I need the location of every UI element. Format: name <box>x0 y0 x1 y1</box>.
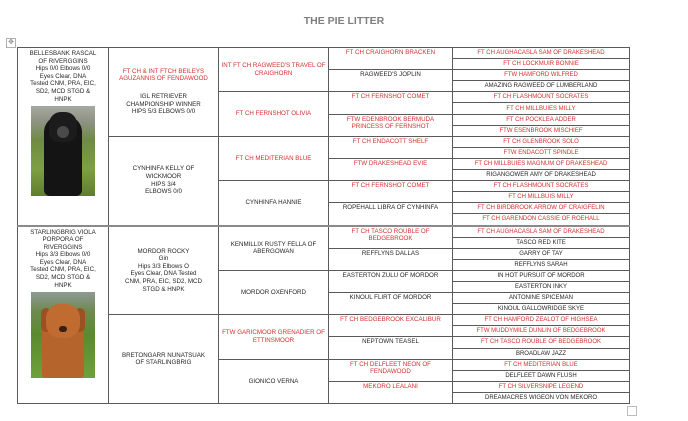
parent-cell <box>109 226 219 315</box>
detail-line: Tested CNM, PRA, EIC, <box>30 266 96 274</box>
name-line: BRETONGARR NUNATSUAK <box>122 351 205 359</box>
grandparent-cell: GIONICO VERNA <box>219 359 329 403</box>
name-line: WICKMOOR <box>145 173 182 181</box>
note-line: CHAMPIONSHIP WINNER <box>126 100 201 108</box>
great-great-grandparent-cell: FT CH HAMFORD ZEALOT OF HIGHSEA <box>453 315 630 326</box>
sire-name <box>20 50 106 65</box>
great-great-grandparent-cell: FT CH AUGHACASLA SAM OF DRAKESHEAD <box>453 226 630 238</box>
grandparent-cell: FTW GARICMOOR GRENADIER OF ETTINSMOOR <box>219 315 329 359</box>
pedigree-row <box>18 315 630 326</box>
great-great-grandparent-cell: KINOUL GALLOWRIDGE SKYE <box>453 304 630 315</box>
great-great-grandparent-cell: FT CH FLASHMOUNT SOCRATES <box>453 181 630 192</box>
great-great-grandparent-cell: FTW HAMFORD WILFRED <box>453 70 630 81</box>
note-line: IGL RETRIEVER <box>140 93 187 101</box>
dam-health-details <box>20 251 106 289</box>
great-great-grandparent-cell: DELFLEET DAWN FLUSH <box>453 370 630 381</box>
great-great-grandparent-cell: FT CH MILLBUIES MAGNUM OF DRAKESHEAD <box>453 158 630 169</box>
black-labrador-photo <box>31 106 95 196</box>
great-grandparent-cell: FT CH CRAIGHORN BRACKEN <box>329 48 453 70</box>
document-title: THE PIE LITTER <box>303 15 385 27</box>
great-great-grandparent-cell: FT CH TASCO ROUBLE OF BEDGEBROOK <box>453 337 630 348</box>
parent-cell <box>109 315 219 404</box>
parent-name: FT CH & INT FTCH BEILEYS AGUZANNIS OF FENDAWOOD <box>119 67 208 83</box>
name-line: STARLINGBRIG VIOLA <box>30 228 96 236</box>
name-line: Eyes Clear, DNA Tested <box>130 270 197 278</box>
parent-name <box>111 165 216 195</box>
table-move-handle-icon[interactable]: ✥ <box>6 38 16 48</box>
grandparent-cell: KENMILLIX RUSTY FELLA OF ABERGOWAN <box>219 226 329 271</box>
name-line: CYNHINFA KELLY OF <box>132 165 195 173</box>
great-great-grandparent-cell: FTW MUDDYMILE DUNLIN OF BEDGEBROOK <box>453 326 630 337</box>
name-line: Hips 3/3 Elbows O <box>138 262 189 270</box>
great-grandparent-cell: ROPEHALL LIBRA OF CYNHINFA <box>329 203 453 226</box>
great-great-grandparent-cell: BROADLAW JAZZ <box>453 348 630 359</box>
detail-line: Eyes Clear, DNA <box>39 258 87 266</box>
great-grandparent-cell: REFFLYNS DALLAS <box>329 248 453 270</box>
fox-red-labrador-photo <box>31 292 95 378</box>
pedigree-row <box>18 48 630 59</box>
detail-line: Eyes Clear, DNA <box>39 72 87 80</box>
great-great-grandparent-cell: FT CH LOCKMUIR BONNIE <box>453 59 630 70</box>
great-great-grandparent-cell: TASCO RED KITE <box>453 237 630 248</box>
great-grandparent-cell: EASTERTON ZULU OF MORDOR <box>329 270 453 292</box>
name-line: BELLESBANK RASCAL <box>29 50 97 57</box>
great-great-grandparent-cell: FT CH MEDITERIAN BLUE <box>453 359 630 370</box>
great-great-grandparent-cell: REFFLYNS SARAH <box>453 259 630 270</box>
great-great-grandparent-cell: RIGANGOWER AMY OF DRAKESHEAD <box>453 170 630 181</box>
table-resize-handle[interactable] <box>627 406 637 416</box>
great-grandparent-cell: FT CH DELFLEET NEON OF FENDAWOOD <box>329 359 453 381</box>
great-great-grandparent-cell: FT CH MILLBUIES MILLY <box>453 103 630 114</box>
note-line: HIPS 5/3 ELBOWS 0/0 <box>131 108 196 116</box>
name-line: CNM, PRA, EIC, SD2, MCD <box>124 277 202 285</box>
name-line: STGD & HNPK <box>142 285 185 293</box>
great-great-grandparent-cell: FT CH POCKLEA ADDER <box>453 114 630 125</box>
parent-notes <box>111 93 216 116</box>
great-great-grandparent-cell: FT CH MILLBUIS MILLY <box>453 192 630 203</box>
dam-cell <box>18 226 109 404</box>
great-grandparent-cell: MEKORO LEALANI <box>329 381 453 403</box>
pedigree-body <box>18 48 630 404</box>
great-great-grandparent-cell: AMAZING RAGWEED OF LUMBERLAND <box>453 81 630 92</box>
name-line: ELBOWS 0/0 <box>145 188 182 196</box>
great-grandparent-cell: FT CH TASCO ROUBLE OF BEDGEBROOK <box>329 226 453 249</box>
great-great-grandparent-cell: FT CH BIRDBROOK ARROW OF CRAIGFELIN <box>453 203 630 214</box>
great-great-grandparent-cell: FTW ENDACOTT SPINDLE <box>453 147 630 158</box>
great-grandparent-cell: FTW EDENBROOK BERMUDA PRINCESS OF FERNSHOT <box>329 114 453 136</box>
detail-line: SD2, MCD STGD & <box>35 87 91 95</box>
name-line: RIVERGGINS <box>43 243 83 251</box>
great-great-grandparent-cell: EASTERTON INKY <box>453 281 630 292</box>
detail-line: HNPK <box>54 281 72 289</box>
grandparent-cell: CYNHINFA HANNIE <box>219 181 329 226</box>
great-grandparent-cell: FTW DRAKESHEAD EVIE <box>329 158 453 180</box>
great-great-grandparent-cell: DREAMACRES WIGEON VON MEKORO <box>453 392 630 403</box>
grandparent-cell: MORDOR OXENFORD <box>219 270 329 314</box>
great-great-grandparent-cell: IN HOT PURSUIT OF MORDOR <box>453 270 630 281</box>
name-line: OF STARLINGBRIG <box>135 359 192 367</box>
parent-cell <box>109 136 219 225</box>
parent-name <box>111 352 216 367</box>
great-great-grandparent-cell: FT CH FLASHMOUNT SOCRATES <box>453 92 630 103</box>
pedigree-table <box>17 47 630 404</box>
grandparent-cell: FT CH FERNSHOT OLIVIA <box>219 92 329 136</box>
detail-line: Tested CNM, PRA, EIC, <box>30 80 96 88</box>
great-grandparent-cell: NEPTOWN TEASEL <box>329 337 453 359</box>
name-line: OF RIVERGGINS <box>38 57 88 65</box>
grandparent-cell: INT FT CH RAGWEED'S TRAVEL OF CRAIGHORN <box>219 48 329 92</box>
parent-name <box>111 248 216 294</box>
name-line: MORDOR ROCKY <box>137 247 190 255</box>
great-grandparent-cell: FT CH FERNSHOT COMET <box>329 181 453 203</box>
sire-cell <box>18 48 109 226</box>
name-line: PORPORA OF <box>42 236 84 244</box>
detail-line: HNPK <box>54 95 72 103</box>
sire-health-details <box>20 65 106 103</box>
great-great-grandparent-cell: FT CH GLENBROOK SOLO <box>453 136 630 147</box>
great-great-grandparent-cell: ANTONINE SPICEMAN <box>453 293 630 304</box>
detail-line: SD2, MCD STGD & <box>35 274 91 282</box>
great-grandparent-cell: FT CH ENDACOTT SHELF <box>329 136 453 158</box>
name-line: Gin <box>158 255 169 263</box>
great-grandparent-cell: FT CH BEDGEBROOK EXCALIBUR <box>329 315 453 337</box>
detail-line: Hips 0/0 Elbows 0/0 <box>35 65 91 73</box>
parent-cell <box>109 48 219 137</box>
grandparent-cell: FT CH MEDITERIAN BLUE <box>219 136 329 180</box>
name-line: HIPS 3/4 <box>151 180 176 188</box>
great-great-grandparent-cell: GARRY OF TAY <box>453 248 630 259</box>
great-great-grandparent-cell: FT CH SILVERSNIPE LEGEND <box>453 381 630 392</box>
great-grandparent-cell: FT CH FERNSHOT COMET <box>329 92 453 114</box>
great-great-grandparent-cell: FT CH AUGHACASLA SAM OF DRAKESHEAD <box>453 48 630 59</box>
detail-line: Hips 3/3 Elbows 0/0 <box>35 251 91 259</box>
great-grandparent-cell: KINOUL FLIRT OF MORDOR <box>329 293 453 315</box>
great-grandparent-cell: RAGWEED'S JOPLIN <box>329 70 453 92</box>
great-great-grandparent-cell: FTW ESENBROOK MISCHIEF <box>453 125 630 136</box>
great-great-grandparent-cell: FT CH GARENDON CASSIE OF ROEHALL <box>453 214 630 226</box>
dam-name <box>20 229 106 252</box>
pedigree-row <box>18 226 630 238</box>
pedigree-row <box>18 136 630 147</box>
